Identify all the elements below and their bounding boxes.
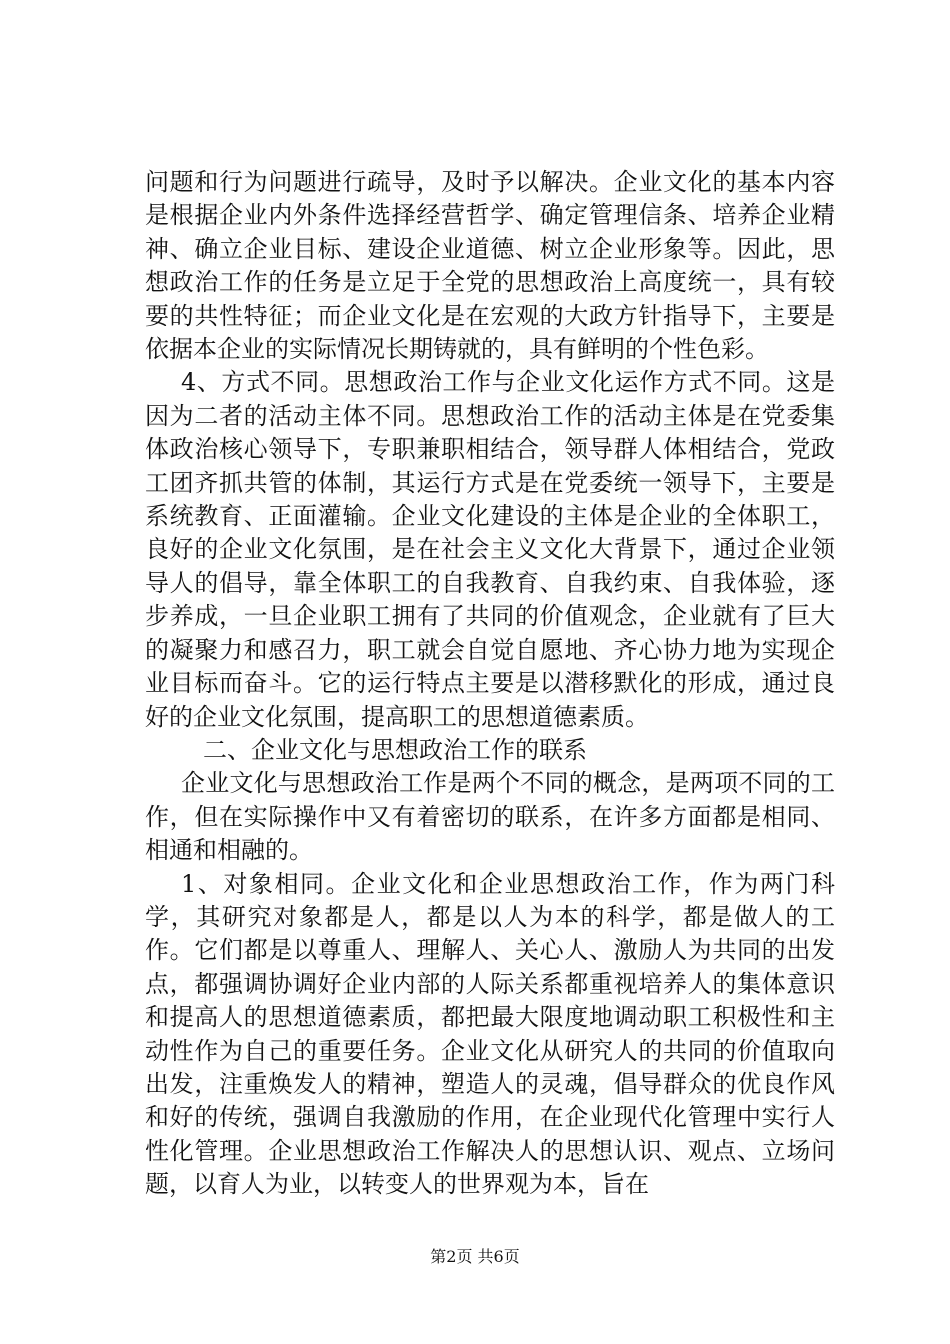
section-heading: 二、企业文化与思想政治工作的联系 — [203, 735, 587, 764]
paragraph-connection-intro: 企业文化与思想政治工作是两个不同的概念，是两项不同的工作，但在实际操作中又有着密切的联系，在许多方面都是相同、相通和相融的。 — [145, 769, 835, 865]
paragraph-method-difference: 4、方式不同。思想政治工作与企业文化运作方式不同。这是因为二者的活动主体不同。思想政治工作的活动主体是在党委集体政治核心领导下，专职兼职相结合，领导群人体相结合，党政工团齐抓共管的体制，其运行方式是在党委统一领导下，主要是系统教育、正面灌输。企业文化建设的主体是企业的全体职工，良好的企业文化氛围，是在社会主义文化大背景下，通过企业领导人的倡导，靠全体职工的自我教育、自我约束、自我体验，逐步养成，一旦企业职工拥有了共同的价值观念，企业就有了巨大的凝聚力和感召力，职工就会自觉自愿地、齐心协力地为实现企业目标而奋斗。它的运行特点主要是以潜移默化的形成，通过良好的企业文化氛围，提高职工的思想道德素质。 — [145, 368, 835, 731]
paragraph-same-object: 1、对象相同。企业文化和企业思想政治工作，作为两门科学，其研究对象都是人，都是以人为本的科学，都是做人的工作。它们都是以尊重人、理解人、关心人、激励人为共同的出发点，都强调协调好企业内部的人际关系都重视培养人的集体意识和提高人的思想道德素质，都把最大限度地调动职工积极性和主动性作为自己的重要任务。企业文化从研究人的共同的价值取向出发，注重焕发人的精神，塑造人的灵魂，倡导群众的优良作风和好的传统，强调自我激励的作用，在企业现代化管理中实行人性化管理。企业思想政治工作解决人的思想认识、观点、立场问题，以育人为业，以转变人的世界观为本，旨在 — [145, 869, 835, 1199]
page-number-footer: 第2页 共6页 — [430, 1247, 520, 1266]
document-body — [145, 166, 835, 1202]
paragraph-continuation: 问题和行为问题进行疏导，及时予以解决。企业文化的基本内容是根据企业内外条件选择经营哲学、确定管理信条、培养企业精神、确立企业目标、建设企业道德、树立企业形象等。因此，思想政治工作的任务是立足于全党的思想政治上高度统一，具有较要的共性特征；而企业文化是在宏观的大政方针指导下，主要是依据本企业的实际情况长期铸就的，具有鲜明的个性色彩。 — [145, 168, 835, 364]
